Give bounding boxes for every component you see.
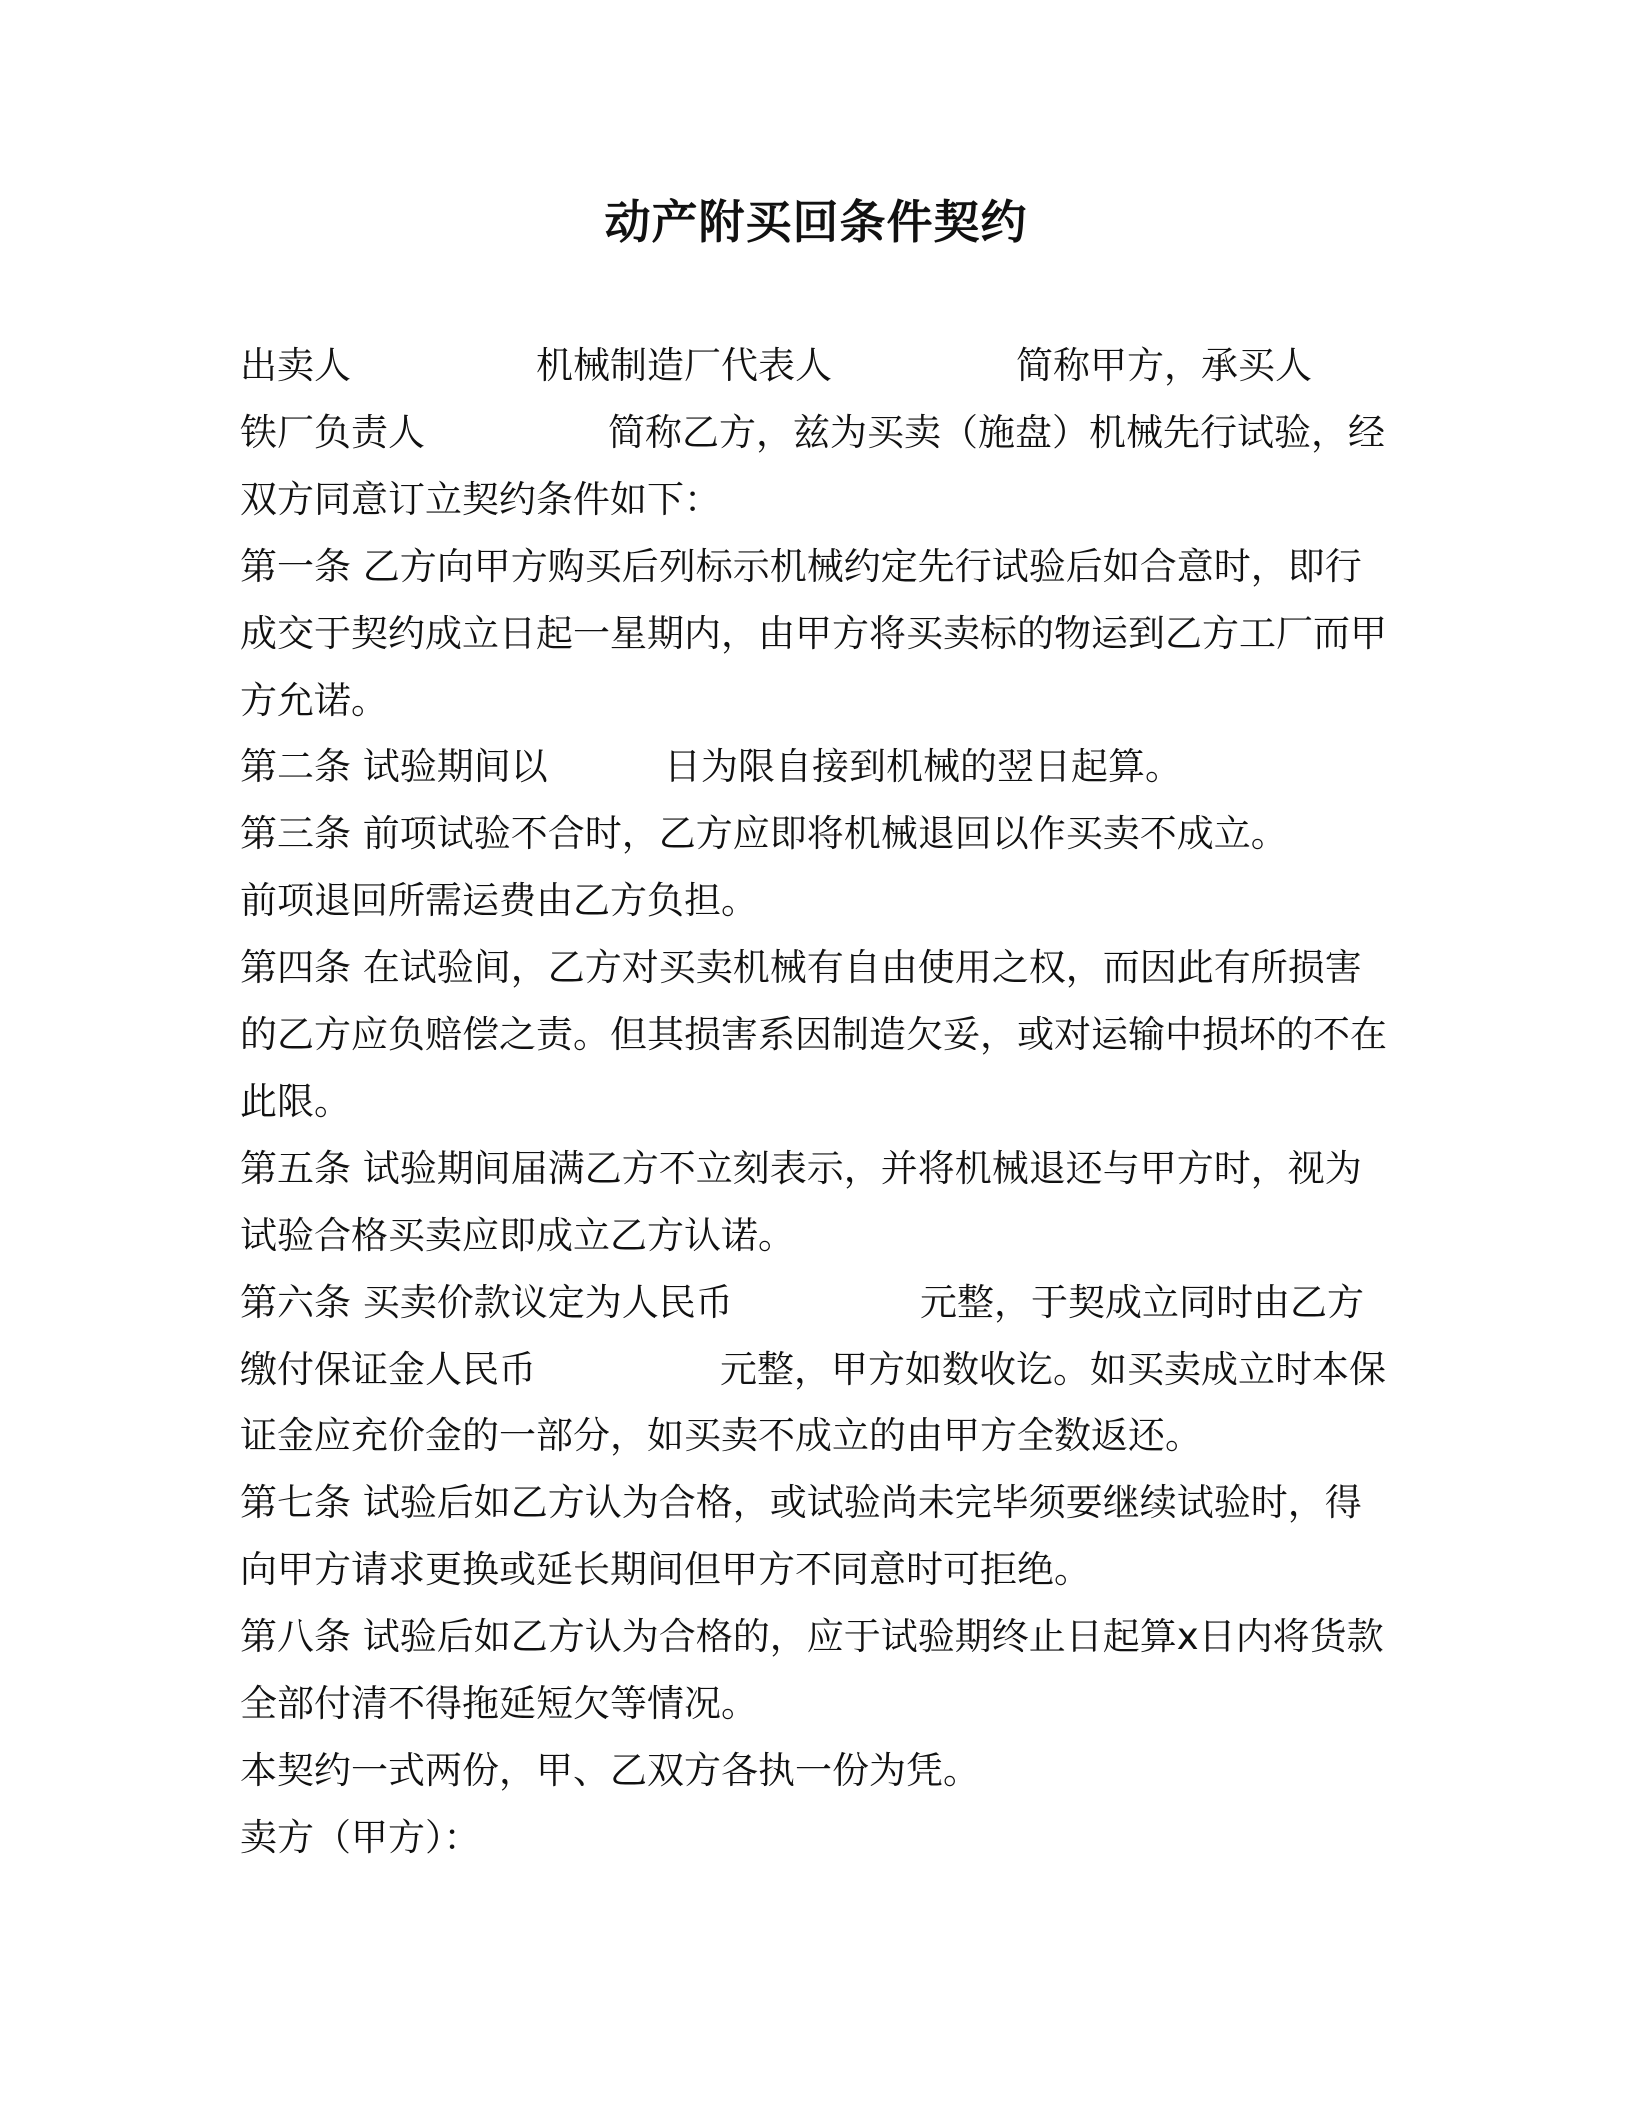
text-segment: 前项退回所需运费由乙方负担。 [240,879,758,922]
text-segment: 元整，甲方如数收讫。如买卖成立时本保 [720,1348,1386,1391]
text-segment: 试验合格买卖应即成立乙方认诺。 [240,1214,795,1257]
text-segment: 元整，于契成立同时由乙方 [920,1281,1364,1324]
text-segment: 本契约一式两份，甲、乙双方各执一份为凭。 [240,1749,980,1792]
text-segment: 第八条 试验后如乙方认为合格的，应于试验期终止日起算x日内将货款 [240,1615,1384,1658]
text-segment: 成交于契约成立日起一星期内，由甲方将买卖标的物运到乙方工厂而甲 [240,612,1387,655]
text-segment: 机械制造厂代表人 [536,344,832,387]
text-segment: 此限。 [240,1080,351,1123]
text-segment: 双方同意订立契约条件如下： [240,478,721,521]
text-segment: 出卖人 [240,344,351,387]
text-segment: 日为限自接到机械的翌日起算。 [664,745,1182,788]
text-segment: 向甲方请求更换或延长期间但甲方不同意时可拒绝。 [240,1548,1091,1591]
text-segment: 铁厂负责人 [240,411,425,454]
text-segment: 简称甲方，承买人 [1016,344,1312,387]
text-segment: 简称乙方，兹为买卖（施盘）机械先行试验，经 [608,411,1385,454]
text-segment: 第五条 试验期间届满乙方不立刻表示，并将机械退还与甲方时，视为 [240,1147,1362,1190]
text-segment: 第六条 买卖价款议定为人民币 [240,1281,733,1324]
text-segment: 方允诺。 [240,679,388,722]
text-segment: 全部付清不得拖延短欠等情况。 [240,1682,758,1725]
document-title: 动产附买回条件契约 [604,195,1028,249]
text-segment: 的乙方应负赔偿之责。但其损害系因制造欠妥，或对运输中损坏的不在 [240,1013,1387,1056]
text-segment: 卖方（甲方）： [240,1816,481,1859]
text-segment: 缴付保证金人民币 [240,1348,536,1391]
text-segment: 证金应充价金的一部分，如买卖不成立的由甲方全数返还。 [240,1414,1202,1457]
text-segment: 第四条 在试验间，乙方对买卖机械有自由使用之权，而因此有所损害 [240,946,1362,989]
text-segment: 第二条 试验期间以 [240,745,548,788]
text-segment: 第七条 试验后如乙方认为合格，或试验尚未完毕须要继续试验时，得 [240,1481,1362,1524]
text-segment: 第三条 前项试验不合时，乙方应即将机械退回以作买卖不成立。 [240,812,1288,855]
text-segment: 第一条 乙方向甲方购买后列标示机械约定先行试验后如合意时，即行 [240,545,1362,588]
